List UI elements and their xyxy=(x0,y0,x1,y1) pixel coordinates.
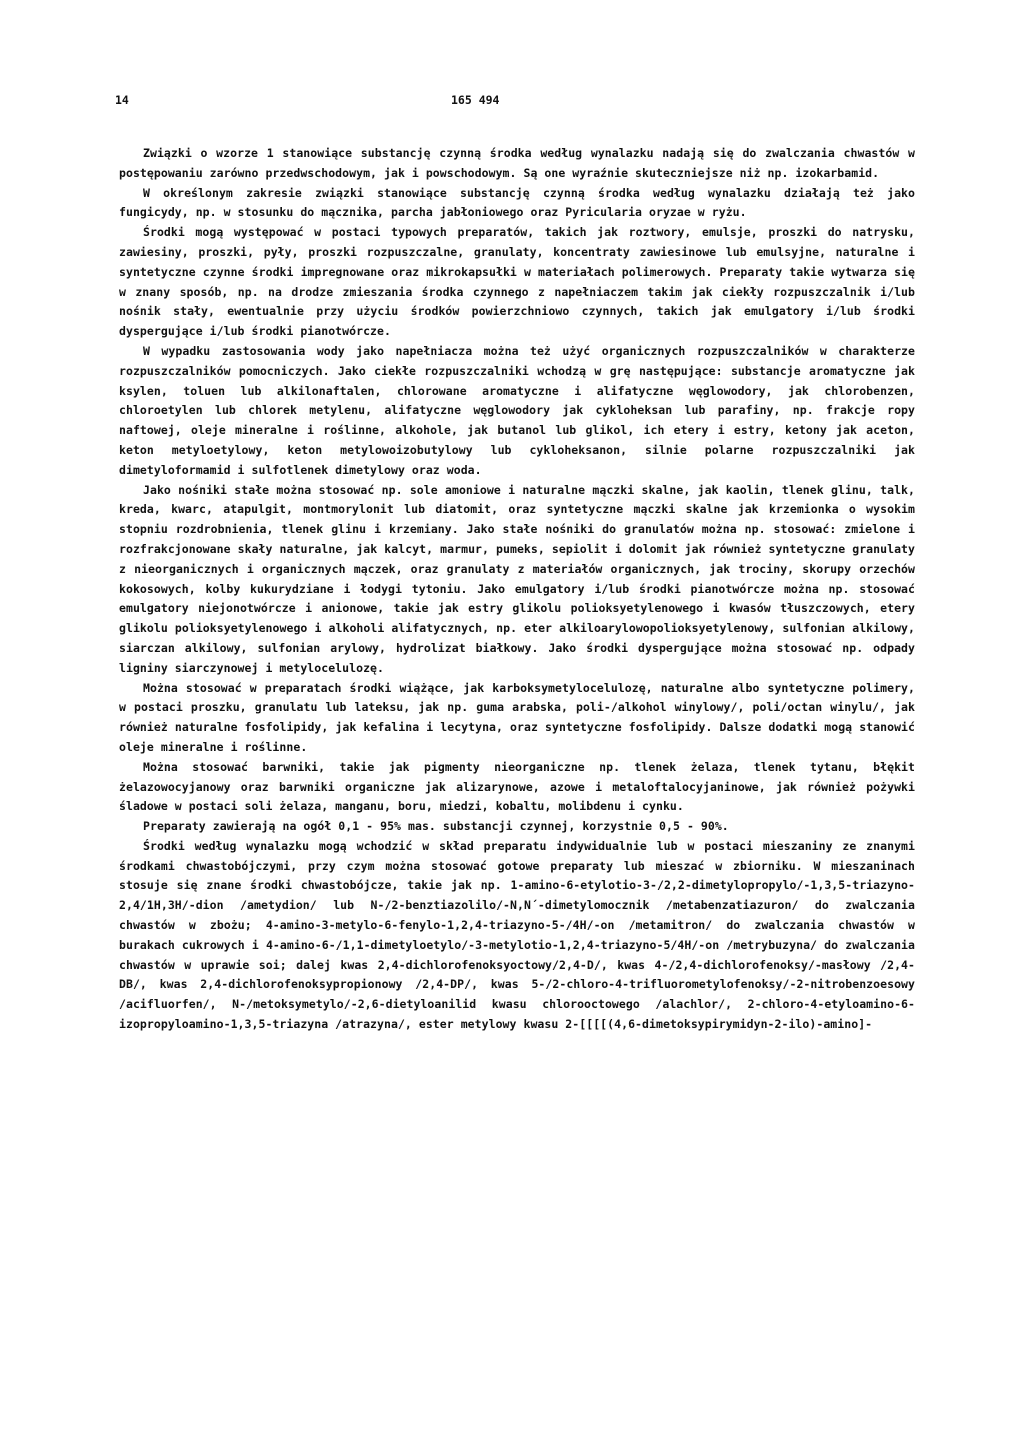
paragraph: W wypadku zastosowania wody jako napełniacza można też użyć organicznych rozpuszczalników w charakterze rozpuszczalników pomocniczych. Jako ciekłe rozpuszczalniki wchodzą w grę następujące: substancje aromatyczne jak ksylen, toluen lub alkilonaftalen, chlorowane aromatyczne i alifatyczne węglowodory, jak chlorobenzen, chloroetylen lub chlorek metylenu, alifatyczne węglowodory jak cykloheksan lub parafiny, np. frakcje ropy naftowej, oleje mineralne i roślinne, alkohole, jak butanol lub glikol, ich etery i estry, ketony jak aceton, keton metyloetylowy, keton metylowoizobutylowy lub cykloheksanon, silnie polarne rozpuszczalniki jak dimetyloformamid i sulfotlenek dimetylowy oraz woda. xyxy=(119,343,915,477)
paragraph: Można stosować w preparatach środki wiążące, jak karboksymetylocelulozę, naturalne albo syntetyczne polimery, w postaci proszku, granulatu lub lateksu, jak np. guma arabska, poli-/alkohol winylowy/, poli/octan winylu/, jak również naturalne fosfolipidy, jak kefalina i lecytyna, oraz syntetyczne fosfolipidy. Dalsze dodatki mogą stanowić oleje mineralne i roślinne. xyxy=(119,680,915,754)
paragraph: Środki według wynalazku mogą wchodzić w skład preparatu indywidualnie lub w postaci mieszaniny ze znanymi środkami chwastobójczymi, przy czym można stosować gotowe preparaty lub mieszać w zbiorniku. W mieszaninach stosuje się znane środki chwastobójcze, takie jak np. 1-amino-6-etylotio-3-/2,2-dimetylopropylo/-1,3,5-triazyno-2,4/1H,3H/-dion /ametydion/ lub N-/2-benztiazolilo/-N,N´-dimetylomocznik /metabenzatiazuron/ do zwalczania chwastów w zbożu; 4-amino-3-metylo-6-fenylo-1,2,4-triazyno-5-/4H/-on /metamitron/ do zwalczania chwastów w burakach cukrowych i 4-amino-6-/1,1-dimetyloetylo/-3-metylotio-1,2,4-triazyno-5/4H/-on /metrybuzyna/ do zwalczania chwastów w uprawie soi; dalej kwas 2,4-dichlorofenoksyoctowy/2,4-D/, kwas 4-/2,4-dichlorofenoksy/-masłowy /2,4-DB/, kwas 2,4-dichlorofenoksypropionowy /2,4-DP/, kwas 5-/2-chloro-4-trifluorometylofenoksy/-2-nitrobenzoesowy /acifluorfen/, N-/metoksymetylo/-2,6-dietyloanilid kwasu chlorooctowego /alachlor/, 2-chloro-4-etyloamino-6-izopropyloamino-1,3,5-triazyna /atrazyna/, ester metylowy kwasu 2-[[[[(4,6-dimetoksypirymidyn-2-ilo)-amino]- xyxy=(119,838,915,1032)
paragraph: Środki mogą występować w postaci typowych preparatów, takich jak roztwory, emulsje, proszki do natrysku, zawiesiny, proszki, pyły, proszki rozpuszczalne, granulaty, koncentraty zawiesinowe lub emulsyjne, naturalne i syntetyczne czynne środki impregnowane oraz mikrokapsułki w materiałach polimerowych. Preparaty takie wytwarza się w znany sposób, np. na drodze zmieszania środka czynnego z napełniaczem takim jak ciekły rozpuszczalnik i/lub nośnik stały, ewentualnie przy użyciu środków powierzchniowo czynnych, takich jak emulgatory i/lub środki dyspergujące i/lub środki pianotwórcze. xyxy=(119,225,915,339)
paragraph: Preparaty zawierają na ogół 0,1 - 95% mas. substancji czynnej, korzystnie 0,5 - 90%. xyxy=(143,819,729,834)
paragraph: Związki o wzorze 1 stanowiące substancję czynną środka według wynalazku nadają się do zwalczania chwastów w postępowaniu zarówno przedwschodowym, jak i powschodowym. Są one wyraźnie skuteczniejsze niż np. izokarbamid. xyxy=(119,146,915,180)
page-number: 14 xyxy=(115,93,129,107)
paragraph: Można stosować barwniki, takie jak pigmenty nieorganiczne np. tlenek żelaza, tlenek tytanu, błękit żelazowocyjanowy oraz barwniki organiczne jak alizarynowe, azowe i metaloftalocyjaninowe, jak również pożywki śladowe w postaci soli żelaza, manganu, boru, miedzi, kobaltu, molibdenu i cynku. xyxy=(119,759,915,814)
page-header xyxy=(115,93,935,113)
paragraph: W określonym zakresie związki stanowiące substancję czynną środka według wynalazku działają też jako fungicydy, np. w stosunku do mącznika, parcha jabłoniowego oraz Pyricularia oryzae w ryżu. xyxy=(119,185,915,220)
paragraph: Jako nośniki stałe można stosować np. sole amoniowe i naturalne mączki skalne, jak kaolin, tlenek glinu, talk, kreda, kwarc, atapulgit, montmorylonit lub diatomit, oraz syntetyczne mączki skalne jak krzemionka o wysokim stopniu rozdrobnienia, tlenek glinu i krzemiany. Jako stałe nośniki do granulatów można np. stosować: zmielone i rozfrakcjonowane skały naturalne, jak kalcyt, marmur, pumeks, sepiolit i dolomit jak również syntetyczne granulaty z nieorganicznych i organicznych mączek, oraz granulaty z materiałów organicznych, jak trociny, skorupy orzechów kokosowych, kolby kukurydziane i łodygi tytoniu. Jako emulgatory i/lub środki pianotwórcze można np. stosować emulgatory niejonotwórcze i anionowe, takie jak estry glikolu polioksyetylenowego i kwasów tłuszczowych, etery glikolu polioksyetylenowego i alkoholi alifatycznych, np. eter alkiloarylowopolioksyetylenowy, sulfonian alkilowy, siarczan alkilowy, sulfonian arylowy, hydrolizat białkowy. Jako środki dyspergujące można stosować np. odpady ligniny siarczynowej i metylocelulozę. xyxy=(119,482,915,675)
document-body xyxy=(119,144,915,1035)
document-number: 165 494 xyxy=(451,93,500,107)
